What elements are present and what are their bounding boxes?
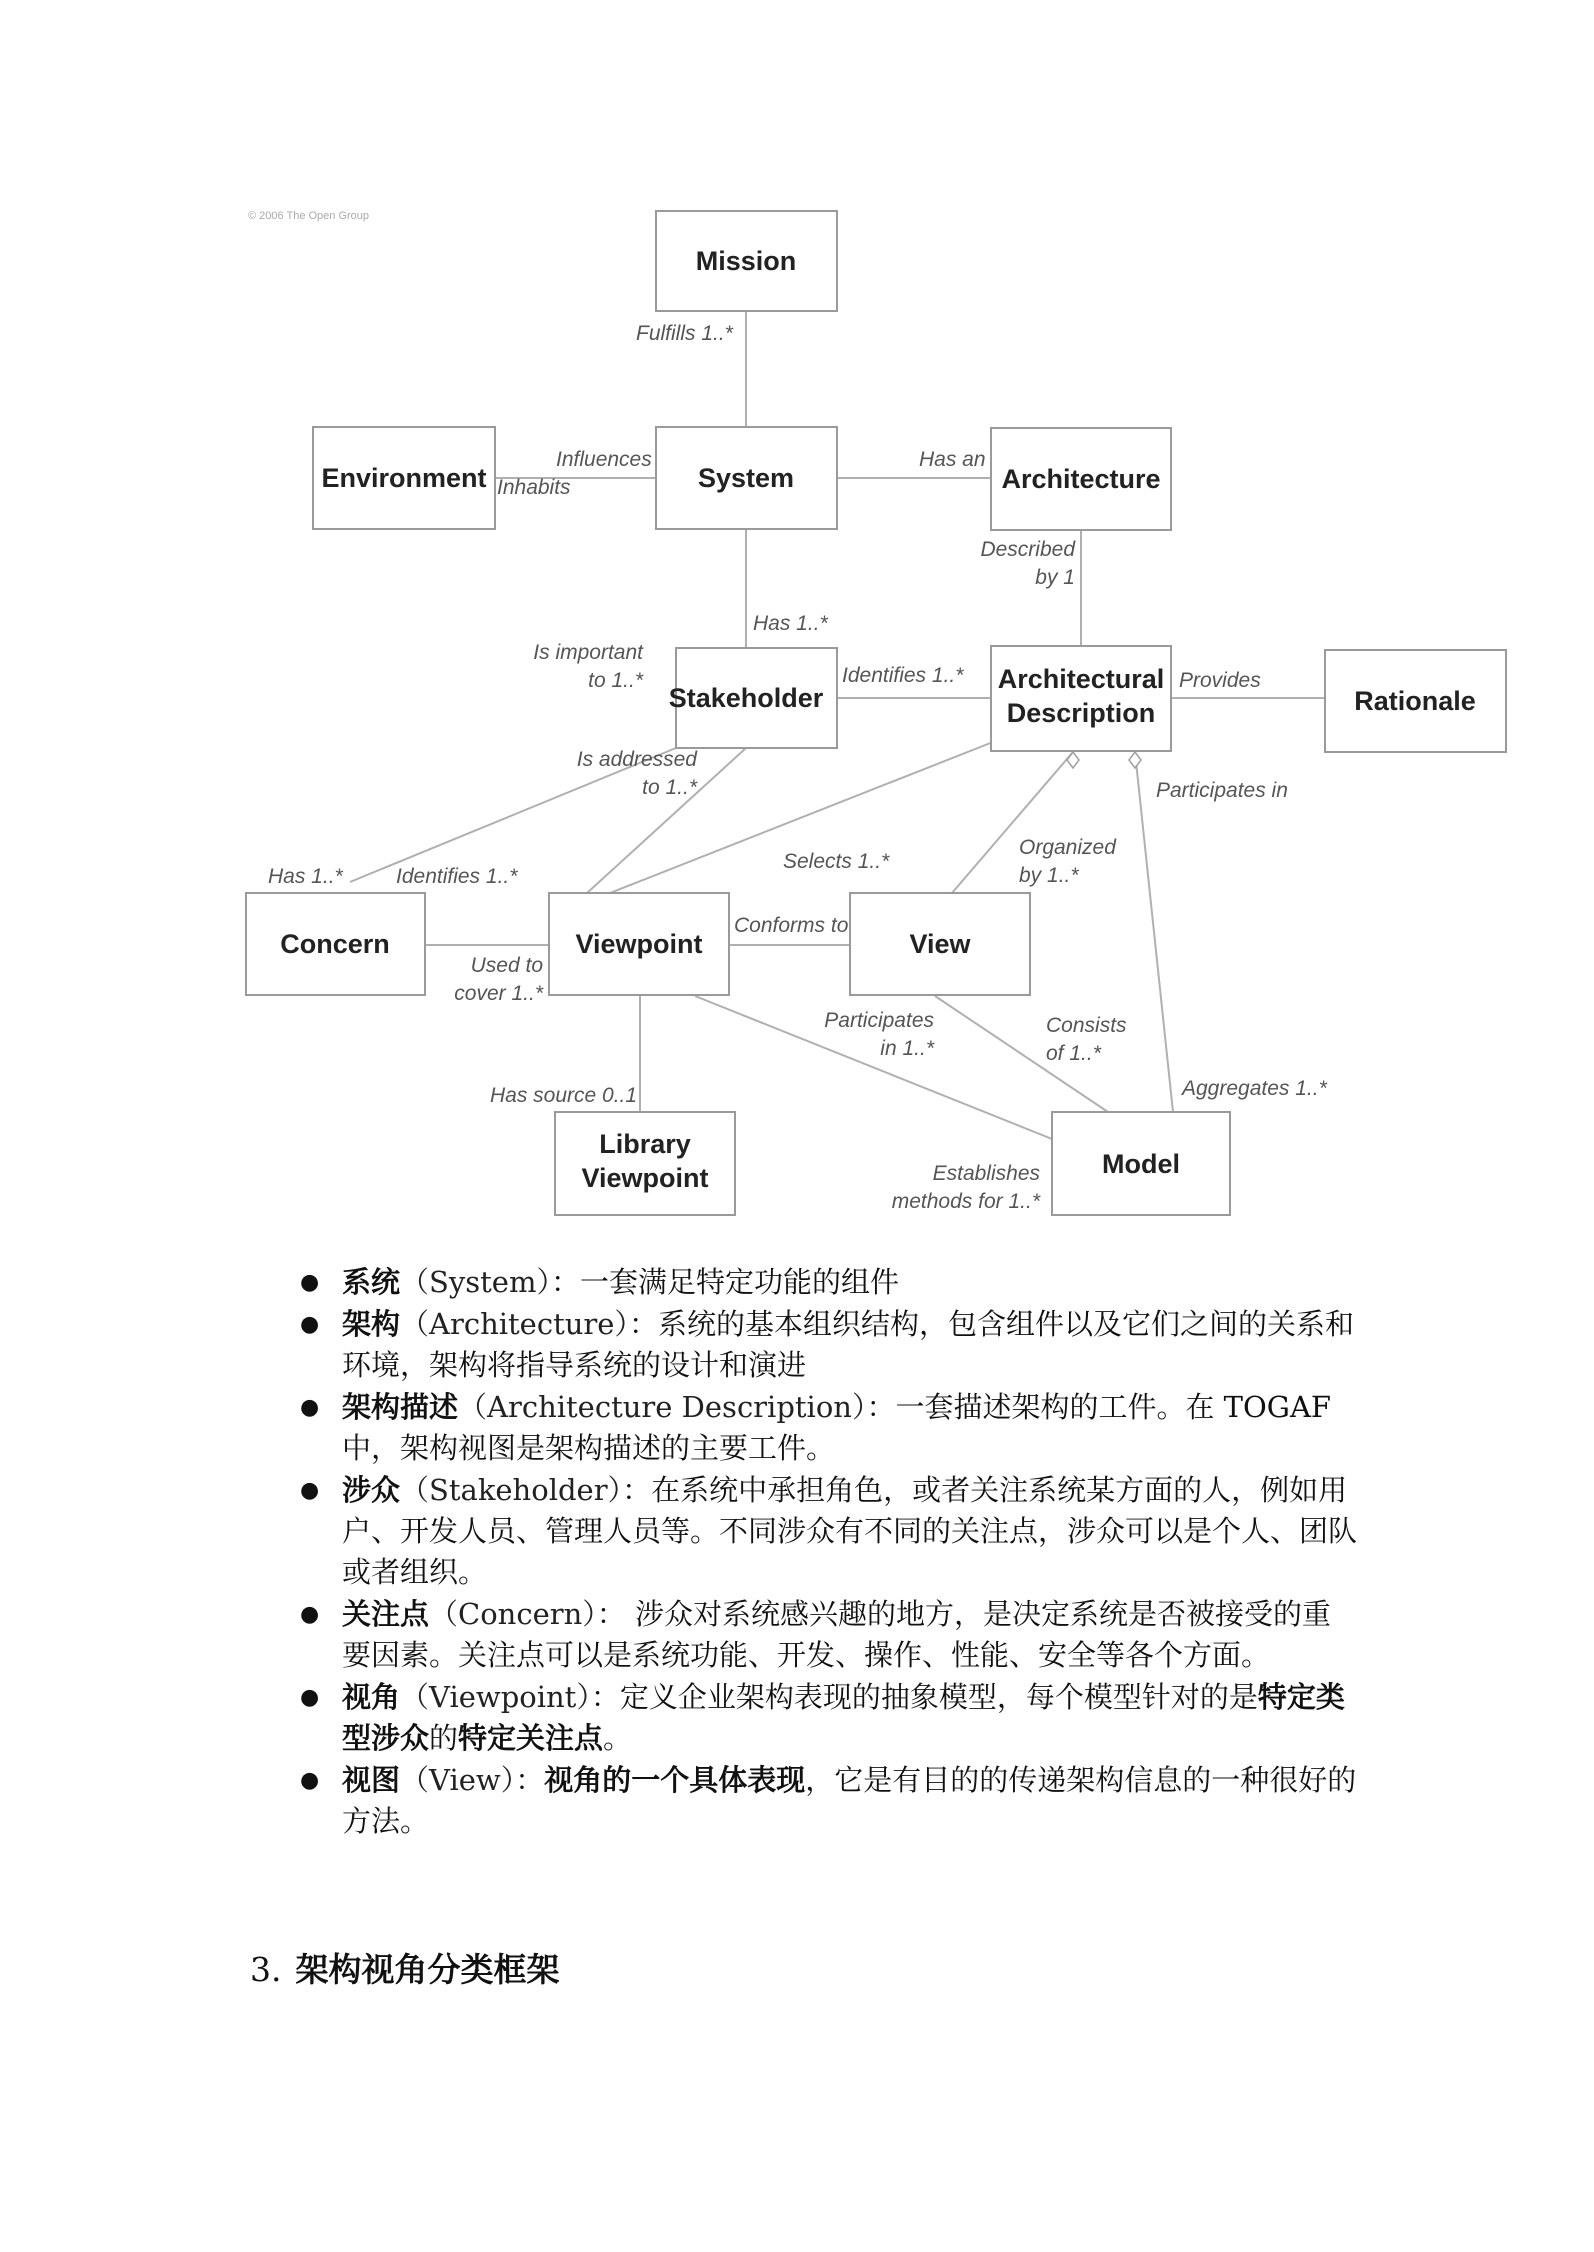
bullet-icon: ● — [300, 1270, 320, 1295]
definition-term: 系统 — [342, 1265, 401, 1299]
edge-label-has-concern: Has 1..* — [268, 865, 343, 888]
bullet-icon: ● — [300, 1312, 320, 1337]
edge-label-is-addressed-line2: to 1..* — [642, 776, 697, 799]
edge-label-participates-view-line1: Participates — [824, 1009, 934, 1032]
node-concern — [246, 893, 425, 995]
definition-english: （Architecture Description） — [458, 1390, 867, 1424]
node-concern-label: Concern — [280, 929, 390, 959]
definition-text: 。 — [603, 1721, 633, 1755]
definition-text: ： — [515, 1763, 545, 1797]
definition-english: （Stakeholder） — [400, 1473, 623, 1507]
node-stakeholder-label: Stakeholder — [668, 683, 824, 713]
node-viewpoint — [549, 893, 729, 995]
node-architectural-description-label-line1: Architectural — [997, 664, 1165, 694]
line-description-model — [1135, 752, 1173, 1112]
definition-term: 架构描述 — [342, 1390, 459, 1424]
edge-label-establishes-line1: Establishes — [932, 1162, 1040, 1185]
edge-label-influences: Influences — [556, 448, 652, 471]
bullet-icon: ● — [300, 1685, 320, 1710]
edge-label-fulfills: Fulfills 1..* — [636, 322, 733, 345]
node-view-label: View — [909, 929, 971, 959]
definition-item-concern — [300, 1594, 1360, 1676]
node-model-label: Model — [1102, 1149, 1180, 1179]
definition-emphasis: 视角的一个具体表现 — [544, 1763, 806, 1797]
edge-label-provides: Provides — [1179, 669, 1261, 692]
node-stakeholder — [669, 648, 837, 748]
bullet-icon: ● — [300, 1602, 320, 1627]
definition-term: 架构 — [342, 1307, 401, 1341]
node-view — [850, 893, 1030, 995]
edge-label-organized-by-line2: by 1..* — [1019, 864, 1079, 887]
aggregation-diamond-view — [1067, 752, 1079, 768]
definition-term: 涉众 — [342, 1473, 401, 1507]
definition-text: ：系统的基本组织结构，包含组件以及它们之间的关系和环境，架构将指导系统的设计和演进 — [342, 1307, 1354, 1382]
node-environment — [313, 427, 495, 529]
definition-list — [300, 1262, 1360, 1843]
edge-label-is-important-line1: Is important — [533, 641, 643, 664]
definition-emphasis: 特定类型涉众 — [342, 1680, 1345, 1755]
edge-label-used-to-line1: Used to — [470, 954, 543, 977]
node-architectural-description-label-line2: Description — [1006, 698, 1156, 728]
edge-label-inhabits: Inhabits — [497, 476, 571, 499]
node-architecture-label: Architecture — [1001, 464, 1161, 494]
edge-label-described-by-line2: by 1 — [1035, 566, 1075, 589]
definition-text: ：一套满足特定功能的组件 — [550, 1265, 899, 1299]
definition-item-viewpoint — [300, 1677, 1360, 1759]
edge-label-conforms-to: Conforms to — [734, 914, 849, 937]
edge-label-used-to-line2: cover 1..* — [454, 982, 543, 1005]
node-library-viewpoint — [555, 1112, 735, 1215]
edge-label-has-source: Has source 0..1 — [490, 1084, 638, 1107]
definition-term: 视图 — [342, 1763, 401, 1797]
definition-emphasis: 特定关注点 — [458, 1721, 604, 1755]
node-viewpoint-label: Viewpoint — [575, 929, 703, 959]
definition-term: 关注点 — [342, 1597, 430, 1631]
definition-english: （View） — [400, 1763, 516, 1797]
definition-item-architecture — [300, 1304, 1360, 1386]
definition-term: 视角 — [342, 1680, 401, 1714]
definition-english: （Architecture） — [400, 1307, 629, 1341]
edge-label-has-stakeholder: Has 1..* — [753, 612, 828, 635]
definition-text: 的 — [429, 1721, 459, 1755]
edge-label-participates-view-line2: in 1..* — [880, 1037, 934, 1060]
edge-label-organized-by-line1: Organized — [1019, 836, 1116, 859]
edge-label-establishes-line2: methods for 1..* — [891, 1190, 1040, 1213]
node-library-viewpoint-label-line2: Viewpoint — [581, 1163, 709, 1193]
edge-label-consists-of-line1: Consists — [1046, 1014, 1127, 1037]
edge-label-identifies-stakeholder: Identifies 1..* — [842, 664, 964, 687]
edge-label-described-by-line1: Described — [980, 538, 1075, 561]
node-environment-label: Environment — [321, 463, 487, 493]
node-library-viewpoint-label-line1: Library — [599, 1129, 691, 1159]
bullet-icon: ● — [300, 1478, 320, 1503]
definition-item-view — [300, 1760, 1360, 1842]
definition-english: （Viewpoint） — [400, 1680, 591, 1714]
edge-label-aggregates: Aggregates 1..* — [1182, 1077, 1327, 1100]
definition-text: ，它是有目的的传递架构信息的一种很好的方法。 — [342, 1763, 1357, 1838]
section-number: 3. — [250, 1950, 282, 1989]
aggregation-diamond-model — [1129, 752, 1141, 768]
edge-label-is-addressed-line1: Is addressed — [576, 748, 697, 771]
node-model — [1052, 1112, 1230, 1215]
edge-label-selects: Selects 1..* — [783, 850, 890, 873]
definition-item-stakeholder — [300, 1470, 1360, 1593]
edge-label-is-important-line2: to 1..* — [588, 669, 643, 692]
definition-item-architecture-description — [300, 1387, 1360, 1469]
section-title: 架构视角分类框架 — [295, 1950, 560, 1989]
edge-label-has-an: Has an — [919, 448, 986, 471]
node-mission-label: Mission — [695, 246, 797, 276]
copyright-notice: © 2006 The Open Group — [248, 210, 370, 222]
definition-english: （System） — [400, 1265, 551, 1299]
node-architectural-description — [991, 646, 1171, 751]
edge-label-identifies-concern: Identifies 1..* — [396, 865, 518, 888]
bullet-icon: ● — [300, 1395, 320, 1420]
definition-text: ：在系统中承担角色，或者关注系统某方面的人，例如用户、开发人员、管理人员等。不同涉众有不同的关注点，涉众可以是个人、团队或者组织。 — [342, 1473, 1358, 1589]
definition-text: ：定义企业架构表现的抽象模型，每个模型针对的是 — [590, 1680, 1258, 1714]
node-rationale — [1325, 650, 1506, 752]
node-mission — [656, 211, 837, 311]
node-rationale-label: Rationale — [1354, 686, 1476, 716]
node-architecture — [991, 428, 1171, 530]
node-system — [656, 427, 837, 529]
edge-label-consists-of-line2: of 1..* — [1046, 1042, 1101, 1065]
definition-english: （Concern） — [429, 1597, 597, 1631]
node-system-label: System — [697, 463, 795, 493]
section-heading — [250, 1944, 560, 1991]
edge-label-participates-in: Participates in — [1156, 779, 1288, 802]
definition-text: ：一套描述架构的工件。在 TOGAF 中，架构视图是架构描述的主要工件。 — [342, 1390, 1332, 1465]
definition-item-system — [300, 1262, 1360, 1303]
definition-text: ： 涉众对系统感兴趣的地方，是决定系统是否被接受的重要因素。关注点可以是系统功能、开发、操作、性能、安全等各个方面。 — [342, 1597, 1332, 1672]
bullet-icon: ● — [300, 1768, 320, 1793]
